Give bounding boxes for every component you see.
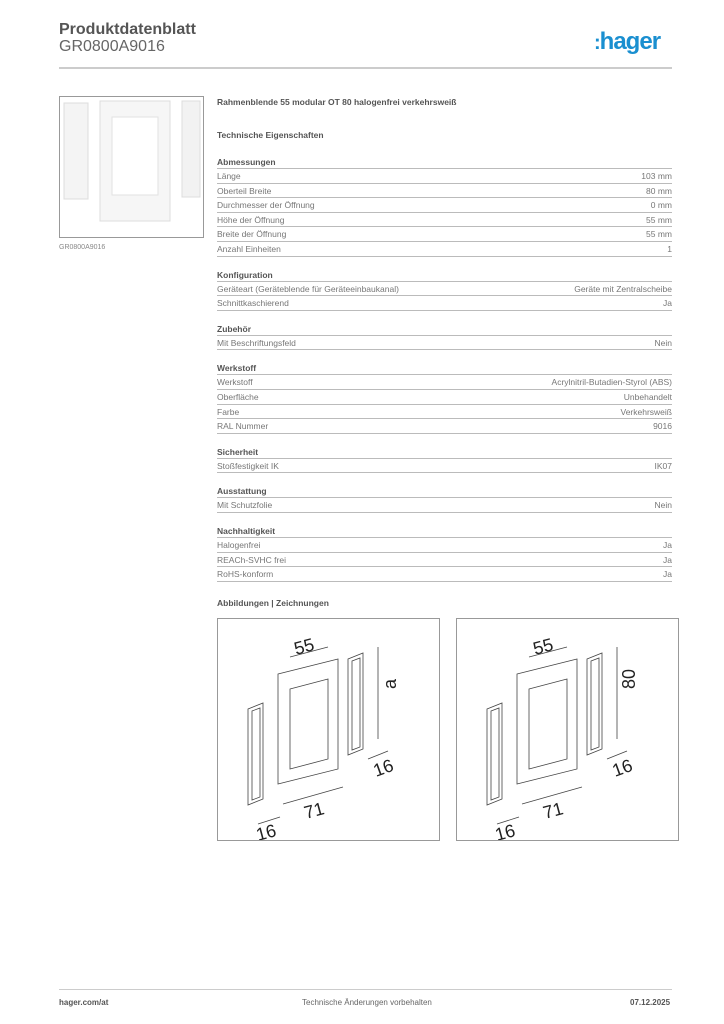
drawing-2: [456, 618, 679, 841]
header-divider: [59, 67, 672, 69]
property-row: [217, 213, 672, 228]
section-heading: Zubehör: [217, 322, 672, 336]
property-label: Schnittkaschierend: [217, 298, 289, 309]
property-row: [217, 405, 672, 420]
property-row: [217, 538, 672, 553]
section-sicherheit: [217, 445, 672, 474]
dim-side: 16: [253, 820, 279, 840]
property-value: Ja: [663, 539, 672, 550]
property-row: [217, 390, 672, 405]
property-label: Mit Schutzfolie: [217, 500, 273, 511]
property-value: Geräte mit Zentralscheibe: [574, 283, 672, 294]
footer-disclaimer: Technische Änderungen vorbehalten: [302, 998, 432, 1007]
property-value: Acrylnitril-Butadien-Styrol (ABS): [551, 377, 672, 388]
property-value: 55 mm: [646, 214, 672, 225]
dim-width: 71: [540, 798, 566, 823]
page-title: Produktdatenblatt: [59, 21, 196, 38]
property-value: Unbehandelt: [623, 391, 672, 402]
property-value: Nein: [654, 500, 672, 511]
properties-panel: [217, 96, 672, 582]
property-value: 80 mm: [646, 185, 672, 196]
property-row: [217, 169, 672, 184]
property-row: [217, 198, 672, 213]
property-label: Anzahl Einheiten: [217, 243, 281, 254]
property-row: [217, 459, 672, 474]
section-heading: Ausstattung: [217, 484, 672, 498]
section-heading: Werkstoff: [217, 361, 672, 375]
property-value: Ja: [663, 569, 672, 580]
dim-width: 71: [301, 798, 327, 823]
dim-depth: 16: [370, 755, 397, 781]
property-row: [217, 419, 672, 434]
technical-properties-heading: Technische Eigenschaften: [217, 130, 324, 140]
property-label: RAL Nummer: [217, 421, 269, 432]
property-value: 0 mm: [650, 200, 672, 211]
image-caption: GR0800A9016: [59, 244, 106, 251]
property-value: 9016: [653, 421, 672, 432]
property-label: Werkstoff: [217, 377, 253, 388]
section-nachhaltigkeit: [217, 524, 672, 582]
property-label: Farbe: [217, 406, 240, 417]
dim-height: 80: [619, 668, 639, 689]
footer-divider: [59, 989, 672, 990]
property-label: Geräteart (Geräteblende für Geräteeinbaukanal): [217, 283, 399, 294]
property-label: Länge: [217, 171, 241, 181]
property-row: [217, 227, 672, 242]
property-label: REACh-SVHC frei: [217, 554, 286, 565]
property-row: [217, 553, 672, 568]
footer-date: 07.12.2025: [630, 998, 671, 1007]
section-heading: Nachhaltigkeit: [217, 524, 672, 538]
property-value: Ja: [663, 554, 672, 565]
property-label: Oberteil Breite: [217, 185, 272, 196]
footer-website[interactable]: hager.com/at: [59, 998, 109, 1007]
dim-top: 55: [291, 634, 317, 659]
property-row: [217, 184, 672, 199]
property-value: Ja: [663, 298, 672, 309]
hager-logo: :hager: [594, 28, 661, 55]
section-heading: Konfiguration: [217, 268, 672, 282]
dim-top: 55: [530, 634, 556, 659]
section-zubehör: [217, 322, 672, 351]
dim-depth: 16: [609, 755, 636, 781]
property-value: Verkehrsweiß: [620, 406, 672, 417]
section-heading: Sicherheit: [217, 445, 672, 459]
property-row: [217, 282, 672, 297]
property-label: RoHS-konform: [217, 569, 274, 580]
property-label: Mit Beschriftungsfeld: [217, 337, 296, 348]
property-value: 103 mm: [641, 171, 672, 181]
property-label: Oberfläche: [217, 391, 259, 402]
product-image: [59, 96, 204, 238]
section-heading: Abmessungen: [217, 155, 672, 169]
property-label: Halogenfrei: [217, 539, 261, 550]
property-label: Höhe der Öffnung: [217, 214, 285, 225]
property-row: [217, 567, 672, 582]
property-row: [217, 296, 672, 311]
dim-height: a: [380, 678, 400, 689]
product-title: Rahmenblende 55 modular OT 80 halogenfrei verkehrsweiß: [217, 97, 457, 107]
section-ausstattung: [217, 484, 672, 513]
property-value: IK07: [654, 460, 672, 471]
section-abmessungen: [217, 155, 672, 257]
property-row: [217, 498, 672, 513]
section-werkstoff: [217, 361, 672, 433]
property-value: Nein: [654, 337, 672, 348]
property-row: [217, 336, 672, 351]
property-value: 55 mm: [646, 229, 672, 240]
property-label: Durchmesser der Öffnung: [217, 200, 315, 211]
drawing-1: [217, 618, 440, 841]
dim-side: 16: [492, 820, 518, 840]
section-konfiguration: [217, 268, 672, 311]
property-value: 1: [667, 243, 672, 254]
property-label: Stoßfestigkeit IK: [217, 460, 279, 471]
drawings-heading: Abbildungen | Zeichnungen: [217, 598, 329, 608]
property-label: Breite der Öffnung: [217, 229, 287, 240]
property-row: [217, 242, 672, 257]
property-row: [217, 375, 672, 390]
product-code: GR0800A9016: [59, 38, 165, 55]
